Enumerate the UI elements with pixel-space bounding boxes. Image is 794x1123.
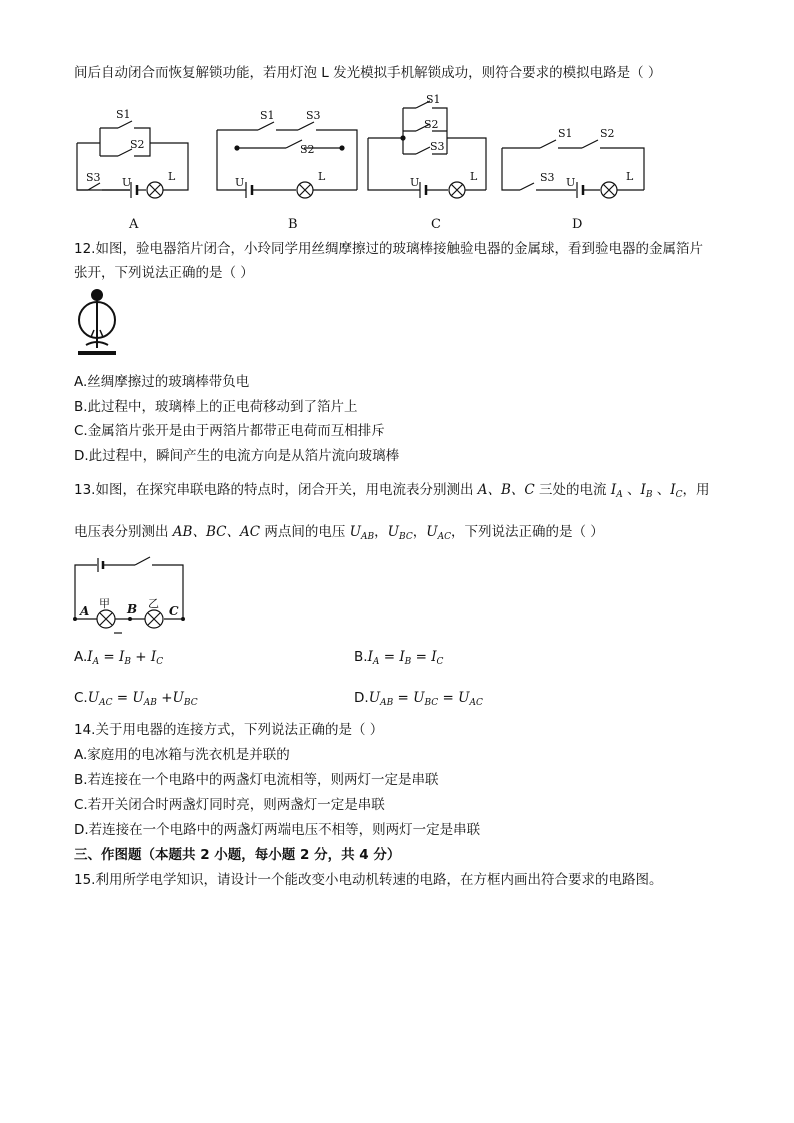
q12-stem-line2: 张开，下列说法正确的是（ ） [74,265,254,281]
section-3-heading: 三、作图题（本题共 2 小题，每小题 2 分，共 4 分） [74,847,401,863]
circuit-label-b: B [288,217,298,232]
lamp-yi-label: 乙 [148,597,159,610]
point-a-label: A [80,604,90,618]
circuit-label-d: D [572,217,583,232]
q15-stem: 15.利用所学电学知识，请设计一个能改变小电动机转速的电路，在方框内画出符合要求的电路图。 [74,872,663,888]
series-circuit-figure [70,553,200,633]
d-tag-5: L [626,170,634,183]
q14-stem: 14.关于用电器的连接方式，下列说法正确的是（ ） [74,722,384,738]
q14-option-d: D.若连接在一个电路中的两盏灯两端电压不相等，则两灯一定是串联 [74,822,481,838]
q11-stem-tail: 间后自动闭合而恢复解锁功能，若用灯泡 L 发光模拟手机解锁成功，则符合要求的模拟电路是（ ） [74,65,662,81]
d-tag-3: S3 [540,171,555,184]
point-b-label: B [127,602,138,616]
q12-option-b: B.此过程中，玻璃棒上的正电荷移动到了箔片上 [74,399,358,415]
lamp-jia-label: 甲 [99,597,110,610]
d-tag-4: U [566,176,576,189]
b-tag-3: S2 [300,143,315,156]
q13-stem-line1: 13.如图，在探究串联电路的特点时，闭合开关，用电流表分别测出 A、B、C 三处的电流 $I_A$ 、$I_B$ 、$I_C$，用 [74,482,710,500]
q12-option-d: D.此过程中，瞬间产生的电流方向是从箔片流向玻璃棒 [74,448,400,464]
d-tag-1: S1 [558,127,573,140]
q11-circuit-figures [0,0,794,240]
d-tag-2: S2 [600,127,615,140]
b-tag-4: U [235,176,245,189]
q14-option-c: C.若开关闭合时两盏灯同时亮，则两盏灯一定是串联 [74,797,385,813]
c-tag-2: S2 [424,118,439,131]
a-tag-1: S1 [116,108,131,121]
c-tag-4: U [410,176,420,189]
b-tag-5: L [318,170,326,183]
circuit-label-c: C [431,217,441,232]
q12-option-a: A.丝绸摩擦过的玻璃棒带负电 [74,374,250,390]
q13-stem-line2: 电压表分别测出 AB、BC、AC 两点间的电压 $U_{AB}$，$U_{BC}$，$U_{AC}$，下列说法正确的是（ ） [74,524,604,542]
a-tag-2: S2 [130,138,145,151]
a-tag-4: U [122,176,132,189]
b-tag-2: S3 [306,109,321,122]
q12-option-c: C.金属箔片张开是由于两箔片都带正电荷而互相排斥 [74,423,385,439]
electroscope-figure [70,285,130,365]
a-tag-5: L [168,170,176,183]
q12-stem-line1: 12.如图，验电器箔片闭合，小玲同学用丝绸摩擦过的玻璃棒接触验电器的金属球，看到验电器的金属箔片 [74,241,703,257]
c-tag-1: S1 [426,93,441,106]
q14-option-a: A.家庭用的电冰箱与洗衣机是并联的 [74,747,290,763]
c-tag-5: L [470,170,478,183]
q14-option-b: B.若连接在一个电路中的两盏灯电流相等，则两灯一定是串联 [74,772,439,788]
a-tag-3: S3 [86,171,101,184]
c-tag-3: S3 [430,140,445,153]
circuit-label-a: A [129,217,139,232]
b-tag-1: S1 [260,109,275,122]
q13-option-b: $B.I_A = I_B = I_C$ [354,649,444,667]
q13-option-d: $D.U_{AB} = U_{BC} = U_{AC}$ [354,690,483,708]
point-c-label: C [169,604,179,618]
q13-option-a: $A.I_A = I_B + I_C$ [74,649,164,667]
q13-option-c: $C.U_{AC} = U_{AB} +U_{BC}$ [74,690,198,708]
